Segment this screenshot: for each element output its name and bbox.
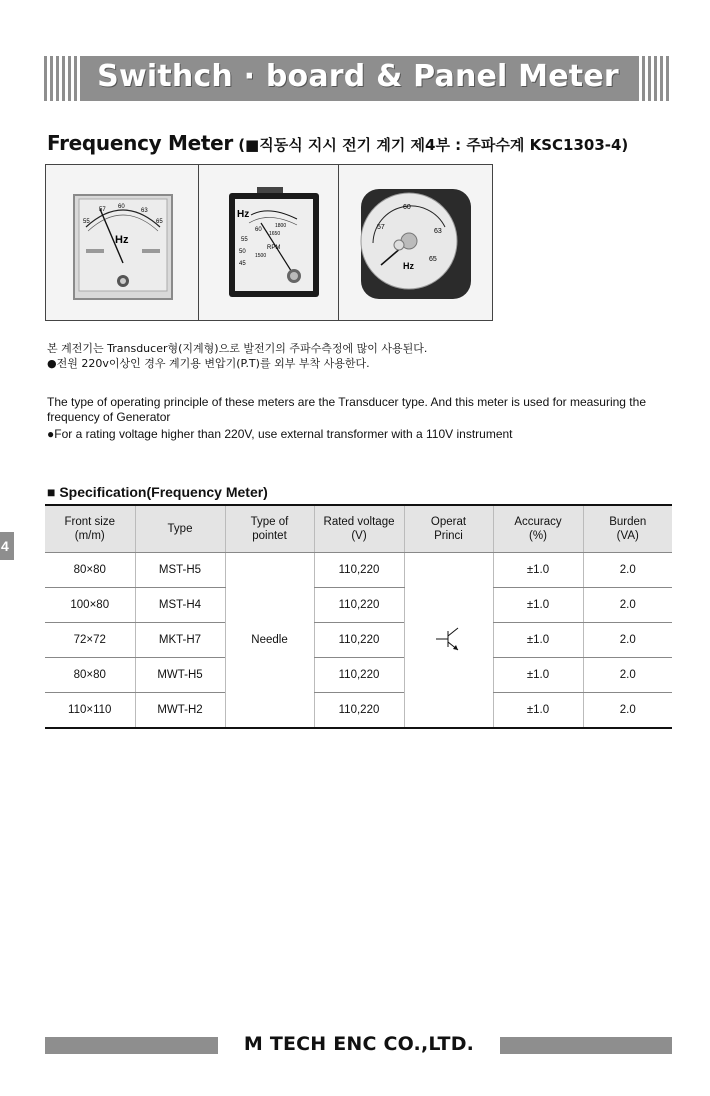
- cell-burden: 2.0: [583, 588, 672, 623]
- meter-2-rpm-1500: 1500: [255, 253, 267, 259]
- meter-1-unit: Hz: [115, 234, 129, 246]
- meter-photo-2: [199, 165, 339, 320]
- spec-table: [45, 504, 672, 729]
- header-accuracy-line2: (%): [529, 530, 547, 542]
- meter-1-tick-60: 60: [118, 204, 125, 210]
- english-description-3: ●For a rating voltage higher than 220V, use external transformer with a 110V instrument: [47, 427, 513, 441]
- header-type-label: Type: [167, 523, 193, 535]
- meter-photo-3: [339, 165, 492, 320]
- banner-title: Swithch · board & Panel Meter: [97, 59, 619, 94]
- footer-bar-left: [45, 1037, 218, 1054]
- header-pointer-line2: pointet: [252, 530, 287, 542]
- cell-accuracy: ±1.0: [493, 658, 583, 693]
- meter-2-rpm-label: RPM: [267, 245, 281, 251]
- meter-2-tick-50: 50: [239, 249, 246, 255]
- cell-burden: 2.0: [583, 623, 672, 658]
- page-section-tab: 4: [0, 532, 14, 560]
- meter-photo-1: [46, 165, 199, 320]
- header-rated-voltage: [314, 505, 404, 553]
- meter-3-unit: Hz: [403, 261, 414, 271]
- korean-description-2: ●전원 220v이상인 경우 계기용 변압기(P.T)를 외부 부착 사용한다.: [47, 357, 370, 370]
- cell-voltage: 110,220: [314, 588, 404, 623]
- meter-3-tick-65: 65: [429, 256, 437, 263]
- meter-1-image: [46, 165, 198, 320]
- cell-type: MST-H4: [135, 588, 225, 623]
- table-row: [45, 588, 672, 623]
- meter-2-unit: Hz: [237, 209, 250, 220]
- cell-pointer: Needle: [225, 553, 314, 729]
- table-row: [45, 553, 672, 588]
- english-description-1: The type of operating principle of these meters are the Transducer type. And this meter is used for measuring the: [47, 395, 646, 409]
- header-front-size: [45, 505, 135, 553]
- footer-bar-right: [500, 1037, 672, 1054]
- header-type: [135, 505, 225, 553]
- meter-1-tick-55: 55: [83, 219, 90, 225]
- cell-size: 110×110: [45, 693, 135, 729]
- meter-2-tick-45: 45: [239, 261, 246, 267]
- cell-voltage: 110,220: [314, 693, 404, 729]
- cell-size: 100×80: [45, 588, 135, 623]
- korean-description-1: 본 계전기는 Transducer형(지계형)으로 발전기의 주파수측정에 많이 사용된다.: [47, 342, 428, 355]
- header-front-size-line2: (m/m): [74, 530, 105, 542]
- meter-1-tick-57: 57: [99, 207, 106, 213]
- header-voltage-line2: (V): [351, 530, 367, 542]
- cell-accuracy: ±1.0: [493, 588, 583, 623]
- header-operat-line2: Princi: [434, 530, 463, 542]
- table-row: [45, 658, 672, 693]
- section-heading: [47, 131, 628, 155]
- transducer-symbol-icon: [434, 625, 464, 653]
- cell-accuracy: ±1.0: [493, 693, 583, 729]
- meter-2-rpm-1650: 1650: [269, 231, 281, 237]
- cell-operat-princi: [404, 553, 493, 729]
- meter-3-image: [339, 165, 492, 320]
- cell-type: MWT-H5: [135, 658, 225, 693]
- meter-2-tick-60: 60: [255, 227, 262, 233]
- header-operat-princi: [404, 505, 493, 553]
- cell-size: 72×72: [45, 623, 135, 658]
- header-burden: [583, 505, 672, 553]
- heading-sub: (■직동식 지시 전기 계기 제4부 : 주파수계 KSC1303-4): [232, 136, 629, 154]
- meter-3-tick-60: 60: [403, 204, 411, 211]
- spec-title: ■ Specification(Frequency Meter): [47, 484, 268, 500]
- cell-type: MST-H5: [135, 553, 225, 588]
- title-banner: [44, 56, 672, 101]
- cell-burden: 2.0: [583, 693, 672, 729]
- table-row: [45, 693, 672, 729]
- cell-burden: 2.0: [583, 658, 672, 693]
- header-pointer: [225, 505, 314, 553]
- table-row: [45, 623, 672, 658]
- meter-2-image: [199, 165, 338, 320]
- meter-3-tick-63: 63: [434, 228, 442, 235]
- meter-photos: [45, 164, 493, 321]
- header-front-size-line1: Front size: [64, 516, 115, 528]
- cell-voltage: 110,220: [314, 658, 404, 693]
- cell-burden: 2.0: [583, 553, 672, 588]
- heading-main: Frequency Meter: [47, 131, 233, 155]
- meter-1-tick-65: 65: [156, 219, 163, 225]
- footer-company-name: M TECH ENC CO.,LTD.: [243, 1033, 475, 1055]
- cell-accuracy: ±1.0: [493, 553, 583, 588]
- header-burden-line1: Burden: [609, 516, 647, 528]
- cell-type: MWT-H2: [135, 693, 225, 729]
- meter-3-tick-57: 57: [377, 224, 385, 231]
- meter-1-tick-63: 63: [141, 208, 148, 214]
- cell-type: MKT-H7: [135, 623, 225, 658]
- cell-voltage: 110,220: [314, 553, 404, 588]
- header-operat-line1: Operat: [430, 516, 467, 528]
- english-description-2: frequency of Generator: [47, 410, 171, 424]
- cell-size: 80×80: [45, 553, 135, 588]
- header-accuracy-line1: Accuracy: [514, 516, 562, 528]
- header-burden-line2: (VA): [616, 530, 639, 542]
- header-accuracy: [493, 505, 583, 553]
- header-voltage-line1: Rated voltage: [323, 516, 395, 528]
- cell-accuracy: ±1.0: [493, 623, 583, 658]
- header-pointer-line1: Type of: [250, 516, 289, 528]
- meter-2-rpm-1800: 1800: [275, 223, 287, 229]
- cell-voltage: 110,220: [314, 623, 404, 658]
- spec-header-row: [45, 505, 672, 553]
- cell-size: 80×80: [45, 658, 135, 693]
- meter-2-tick-55: 55: [241, 237, 248, 243]
